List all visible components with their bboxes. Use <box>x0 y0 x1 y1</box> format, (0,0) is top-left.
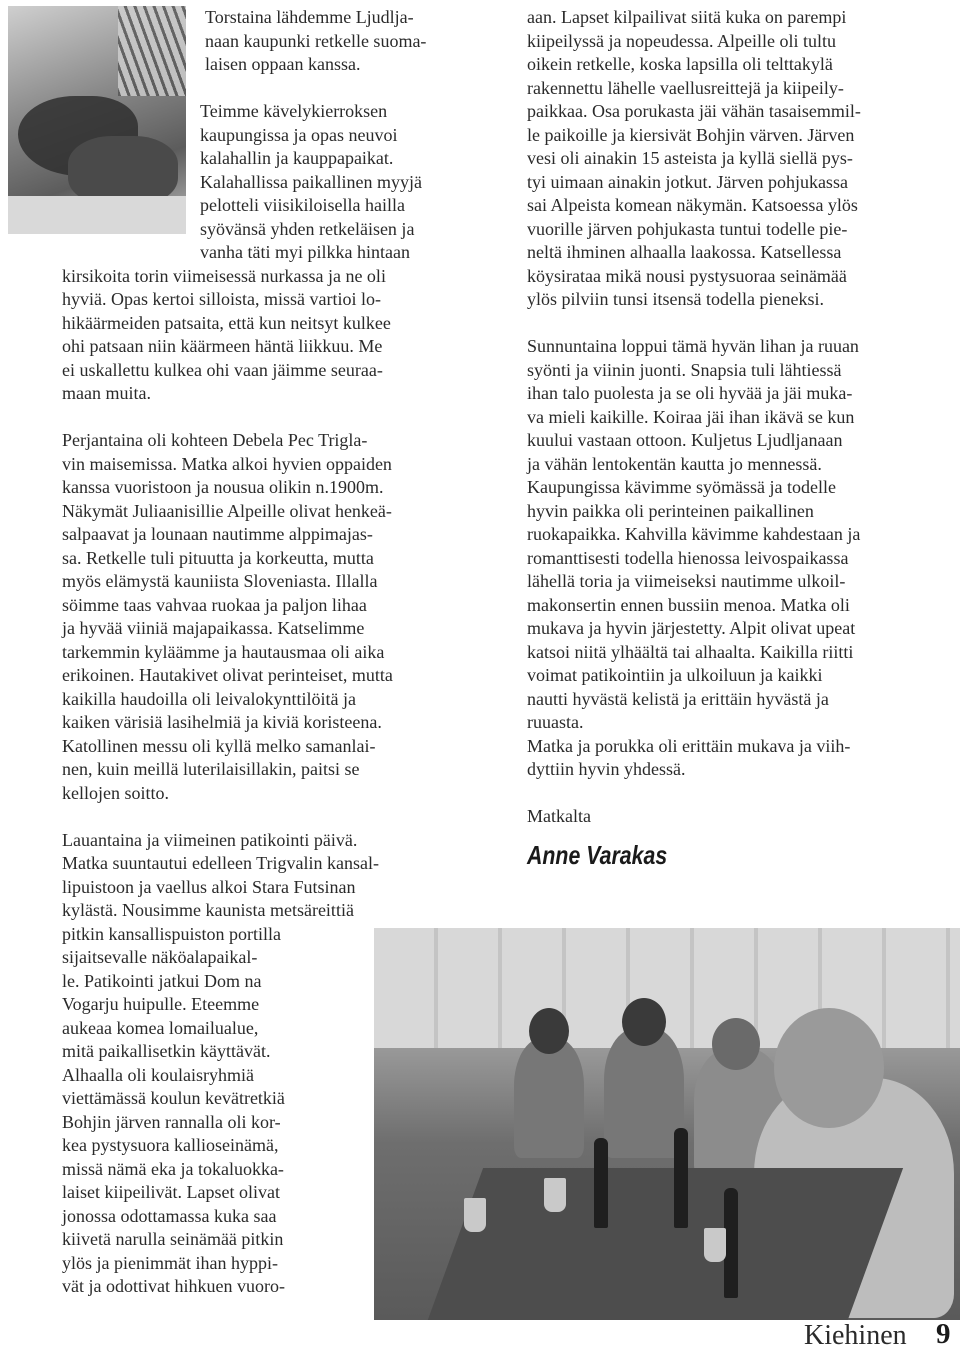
left-text-line: ylös ja pienimmät ihan hyppi- <box>62 1252 278 1273</box>
left-text-line: viettämässä koulun kevätretkiä <box>62 1088 285 1108</box>
right-text-line: va mieli kaikille. Koiraa jäi ihan ikävä se kun <box>527 406 855 427</box>
right-text-line: ja vähän lentokentän kautta jo mennessä. <box>527 453 822 474</box>
left-text-line: ei uskallettu kulkea ohi vaan jäimme seuraa- <box>62 359 383 380</box>
right-text-line: oikein retkelle, koska lapsilla oli telttakylä <box>527 54 833 74</box>
left-text-line: söimme taas vahvaa ruokaa ja paljon lihaa <box>62 594 367 615</box>
left-text-line: aukeaa komea lomailualue, <box>62 1017 259 1038</box>
plant-shape <box>118 6 186 96</box>
left-text-line: kaiken värisiä lasihelmiä ja kiviä koristeena. <box>62 712 382 732</box>
person-head-shape <box>712 1018 760 1070</box>
left-text-line: kaikilla haudoilla oli leivalokynttilöitä ja <box>62 688 356 709</box>
left-text-line: jonossa odottamassa kuka saa <box>62 1205 277 1226</box>
left-text-line: hikäärmeiden patsaita, että kun neitsyt kulkee <box>62 312 391 333</box>
left-text-line: Matka suuntautui edelleen Trigvalin kansal- <box>62 853 379 873</box>
left-text-line: vät ja odottivat hihkuen vuoro- <box>62 1276 285 1296</box>
left-text-line: Kalahallissa paikallinen myyjä <box>200 171 422 192</box>
person-head-shape <box>774 1008 884 1128</box>
left-text-line: vanha täti myi pilkka hintaan <box>200 242 410 262</box>
right-text-line: paikkaa. Osa porukasta jäi vähän tasaisemmil- <box>527 101 861 121</box>
left-text-line: naan kaupunki retkelle suoma- <box>205 30 427 51</box>
left-text-line: kiivetä narulla seinämää pitkin <box>62 1229 284 1249</box>
right-text-line: rakennettu lähelle vaellusreittejä ja kiipeily- <box>527 77 844 98</box>
left-text-line: tarkemmin kyläämme ja hautausmaa oli aika <box>62 641 385 662</box>
right-text-line: vesi oli ainakin 15 asteista ja kyllä siellä pys- <box>527 148 853 168</box>
left-text-line: Teimme kävelykierroksen <box>200 101 388 121</box>
table-shape <box>425 1168 903 1320</box>
right-text-line: syönti ja viinin juonti. Snapsia tuli lähtiessä <box>527 359 842 380</box>
left-text-line: kellojen soitto. <box>62 782 169 803</box>
right-text-line: lähellä toria ja viimeiseksi nautimme ulkoil- <box>527 571 846 591</box>
left-text-line: Katollinen messu oli kyllä melko samanlai- <box>62 735 376 756</box>
bottle-shape <box>724 1188 738 1298</box>
person-head-shape <box>622 998 666 1046</box>
left-text-line: Torstaina lähdemme Ljudlja- <box>205 7 414 27</box>
left-text-line: salpaavat ja lounaan nautimme alppimajas- <box>62 524 373 544</box>
left-text-line: pelotteli viisikiloisella hailla <box>200 195 405 215</box>
step-shape <box>8 196 186 234</box>
glass-shape <box>704 1228 726 1262</box>
left-text-line: laiset kiipeilivät. Lapset olivat <box>62 1182 280 1202</box>
left-text-line: maan muita. <box>62 383 151 403</box>
left-text-line: pitkin kansallispuiston portilla <box>62 923 281 944</box>
bottle-shape <box>674 1128 688 1228</box>
person-shape <box>514 1038 584 1158</box>
bottle-shape <box>594 1138 608 1228</box>
magazine-name: Kiehinen <box>804 1320 907 1351</box>
right-text-line: sai Alpeista komean näkymän. Katsoessa ylös <box>527 195 858 215</box>
left-text-line: ohi patsaan niin käärmeen häntä liikkuu. Me <box>62 336 383 356</box>
author-signature: Anne Varakas <box>527 840 668 870</box>
left-text-line: Alhaalla oli koulaisryhmiä <box>62 1064 254 1085</box>
dog-photo <box>8 6 186 234</box>
left-text-line: syövänsä yhden retkeläisen ja <box>200 218 415 239</box>
glass-shape <box>544 1178 566 1212</box>
page-number: 9 <box>936 1318 951 1350</box>
right-text-line: mukava ja hyvin järjestetty. Alpit olivat upeat <box>527 618 856 638</box>
right-text-line: ruokapaikka. Kahvilla kävimme kahdestaan ja <box>527 524 861 544</box>
right-text-line: ruuasta. <box>527 712 584 732</box>
right-text-line: kuului vastaan ottoon. Kuljetus Ljudljanaan <box>527 430 843 450</box>
person-shape <box>604 1028 684 1158</box>
glass-shape <box>464 1198 486 1232</box>
left-text-line: Bohjin järven rannalla oli kor- <box>62 1111 281 1132</box>
left-text-line: Lauantaina ja viimeinen patikointi päivä. <box>62 829 358 850</box>
right-text-line: köysirataa mikä nousi pystysuoraa seinämää <box>527 265 847 286</box>
person-head-shape <box>529 1008 569 1054</box>
left-text-line: kylästä. Nousimme kaunista metsäreittiä <box>62 900 354 920</box>
left-text-line: kalahallin ja kauppapaikat. <box>200 148 394 168</box>
left-text-line: sa. Retkelle tuli pituutta ja korkeutta, mutta <box>62 547 374 568</box>
right-text-line: tyi uimaan ainakin jotkut. Järven pohjukassa <box>527 171 848 192</box>
right-text-line: romanttisesti todella hienossa leivospaikassa <box>527 547 849 568</box>
right-text-line: katsoi niitä ylhäältä tai alhaalta. Kaikilla riitti <box>527 641 854 662</box>
right-text-line: ihan talo puolesta ja se oli hyvää ja jäi muka- <box>527 383 853 403</box>
left-text-line: hyviä. Opas kertoi silloista, missä vartioi lo- <box>62 289 381 309</box>
left-text-line: ja hyvää viiniä majapaikassa. Katselimme <box>62 618 365 638</box>
left-text-line: Vogarju huipulle. Eteemme <box>62 994 260 1014</box>
left-text-line: erikoinen. Hautakivet olivat perinteiset, mutta <box>62 665 393 685</box>
left-text-line: laisen oppaan kanssa. <box>205 54 361 74</box>
right-text-line: kiipeilyssä ja nopeudessa. Alpeille oli tultu <box>527 30 836 51</box>
left-text-line: missä nämä eka ja tokaluokka- <box>62 1158 284 1179</box>
right-text-line: hyvin paikka oli perinteinen paikallinen <box>527 500 814 521</box>
left-text-line: vin maisemissa. Matka alkoi hyvien oppaiden <box>62 453 392 474</box>
left-text-line: Perjantaina oli kohteen Debela Pec Trigla- <box>62 430 368 450</box>
left-text-line: myös elämystä kauniista Sloveniasta. Illalla <box>62 571 378 591</box>
left-text-line: kaupungissa ja opas neuvoi <box>200 124 398 145</box>
right-text-line: Matka ja porukka oli erittäin mukava ja viih- <box>527 735 851 756</box>
left-text-line: kirsikoita torin viimeisessä nurkassa ja ne oli <box>62 265 386 286</box>
right-text-line: le paikoille ja kiersivät Bohjin värven. Järven <box>527 124 855 145</box>
group-dinner-photo <box>374 928 960 1320</box>
right-text-line: Matkalta <box>527 806 591 826</box>
right-text-line: voimat patikointiin ja ulkoiluun ja kaikki <box>527 665 823 685</box>
right-text-line: nautti hyvästä kelistä ja erittäin hyvästä ja <box>527 688 829 709</box>
left-text-line: kanssa vuoristoon ja nousua olikin n.1900m. <box>62 477 384 497</box>
right-text-line: dyttiin hyvin yhdessä. <box>527 759 686 779</box>
left-text-line: le. Patikointi jatkui Dom na <box>62 970 262 991</box>
right-text-line: makonsertin ennen bussiin menoa. Matka oli <box>527 594 850 615</box>
right-text-line: aan. Lapset kilpailivat siitä kuka on parempi <box>527 7 847 27</box>
left-text-line: mitä paikallisetkin käyttävät. <box>62 1041 271 1061</box>
left-text-line: kea pystysuora kallioseinämä, <box>62 1135 279 1155</box>
right-text-line: Kaupungissa kävimme syömässä ja todelle <box>527 477 836 497</box>
left-text-line: lipuistoon ja vaellus alkoi Stara Futsinan <box>62 876 356 897</box>
right-text-line: Sunnuntaina loppui tämä hyvän lihan ja ruuan <box>527 336 859 356</box>
left-text-line: sijaitsevalle näköalapaikal- <box>62 947 258 967</box>
left-text-line: Näkymät Juliaanisillie Alpeille olivat henkeä- <box>62 500 392 521</box>
right-text-line: vuorille järven pohjukasta tuntui todelle pie- <box>527 218 848 239</box>
left-text-line: nen, kuin meillä luterilaisillakin, paitsi se <box>62 759 360 779</box>
right-text-line: neltä ihminen alhaalla laakossa. Katsellessa <box>527 242 842 262</box>
right-text-line: ylös pilviin tunsi itsensä todella pieneksi. <box>527 289 824 309</box>
